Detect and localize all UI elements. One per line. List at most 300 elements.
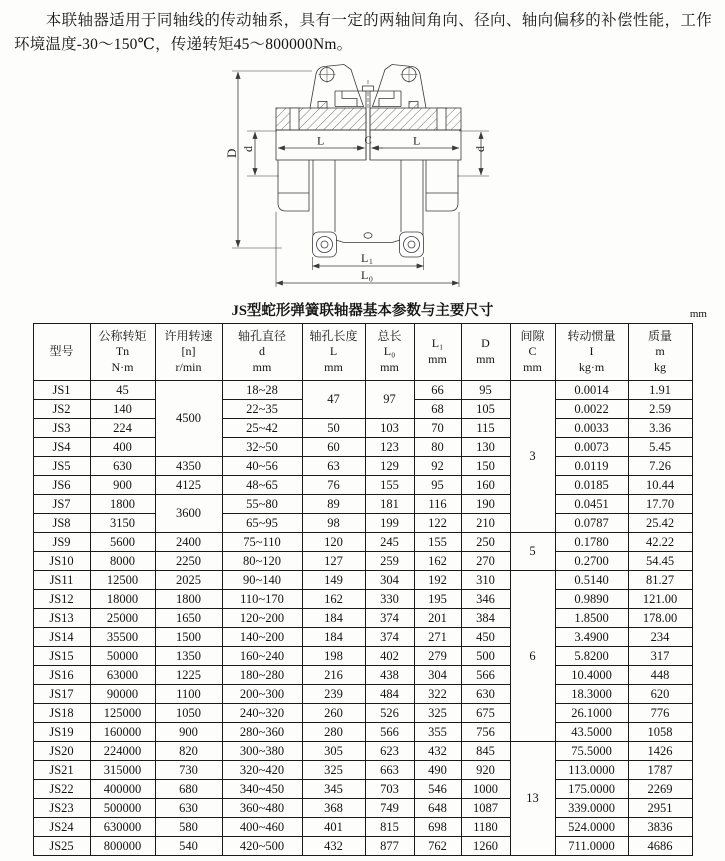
cell-speed: 4500 — [155, 380, 222, 456]
dim-label-l0-sub: 0 — [368, 274, 373, 284]
table-row-JS14 — [33, 627, 692, 646]
cell-mass: 7.26 — [628, 456, 692, 475]
cell-total: 703 — [365, 779, 414, 798]
cell-total: 129 — [365, 456, 414, 475]
cell-mass: 620 — [628, 684, 692, 703]
table-row-JS20 — [33, 741, 692, 760]
cell-inertia: 0.0451 — [555, 494, 628, 513]
cell-total: 402 — [365, 646, 414, 665]
cell-mass: 54.45 — [628, 551, 692, 570]
cell-speed: 1800 — [155, 589, 222, 608]
cell-dia: 150 — [461, 456, 510, 475]
cell-dia: 115 — [461, 418, 510, 437]
cell-model: JS20 — [33, 741, 90, 760]
cell-bore: 48~65 — [222, 475, 302, 494]
cell-dia: 270 — [461, 551, 510, 570]
cell-speed: 1050 — [155, 703, 222, 722]
table-row-JS1 — [33, 380, 692, 399]
cell-inertia: 524.0000 — [555, 817, 628, 836]
cell-dia: 450 — [461, 627, 510, 646]
cell-length: 76 — [302, 475, 365, 494]
cell-bore: 280~360 — [222, 722, 302, 741]
cell-torque: 630 — [90, 456, 155, 475]
cell-model: JS6 — [33, 475, 90, 494]
cell-bore: 200~300 — [222, 684, 302, 703]
cell-inertia: 711.0000 — [555, 836, 628, 855]
cell-inertia: 0.0033 — [555, 418, 628, 437]
cell-speed: 4125 — [155, 475, 222, 494]
cell-bore: 360~480 — [222, 798, 302, 817]
cell-speed: 540 — [155, 836, 222, 855]
cell-total: 877 — [365, 836, 414, 855]
cell-bore: 320~420 — [222, 760, 302, 779]
cell-inertia: 339.0000 — [555, 798, 628, 817]
cell-speed: 1350 — [155, 646, 222, 665]
cell-dia: 310 — [461, 570, 510, 589]
cell-bore: 18~28 — [222, 380, 302, 399]
cell-total: 566 — [365, 722, 414, 741]
cell-total: 663 — [365, 760, 414, 779]
cell-total: 97 — [365, 380, 414, 418]
cell-mass: 17.70 — [628, 494, 692, 513]
table-row-JS22 — [33, 779, 692, 798]
cell-dia: 1260 — [461, 836, 510, 855]
cell-bore: 110~170 — [222, 589, 302, 608]
cell-l1: 95 — [414, 475, 461, 494]
table-row-JS18 — [33, 703, 692, 722]
cell-bore: 140~200 — [222, 627, 302, 646]
cell-length: 120 — [302, 532, 365, 551]
cell-speed: 1100 — [155, 684, 222, 703]
cell-mass: 10.44 — [628, 475, 692, 494]
cell-model: JS25 — [33, 836, 90, 855]
cell-mass: 1.91 — [628, 380, 692, 399]
col-header-mass: 质量 m kg — [628, 323, 692, 380]
cell-dia: 160 — [461, 475, 510, 494]
cell-bore: 90~140 — [222, 570, 302, 589]
parameters-table — [33, 323, 693, 856]
table-row-JS9 — [33, 532, 692, 551]
cell-dia: 384 — [461, 608, 510, 627]
dim-label-l1-sub: 1 — [368, 256, 373, 266]
cell-inertia: 75.5000 — [555, 741, 628, 760]
dim-label-c: C — [364, 134, 372, 147]
cell-l1: 162 — [414, 551, 461, 570]
cell-mass: 448 — [628, 665, 692, 684]
cell-l1: 325 — [414, 703, 461, 722]
cell-mass: 121.00 — [628, 589, 692, 608]
cell-inertia: 0.0073 — [555, 437, 628, 456]
cell-torque: 900 — [90, 475, 155, 494]
cell-mass: 776 — [628, 703, 692, 722]
cell-l1: 490 — [414, 760, 461, 779]
cell-torque: 63000 — [90, 665, 155, 684]
cell-mass: 317 — [628, 646, 692, 665]
cell-total: 123 — [365, 437, 414, 456]
table-header-row — [33, 323, 692, 380]
cell-total: 259 — [365, 551, 414, 570]
cell-length: 432 — [302, 836, 365, 855]
cell-bore: 75~110 — [222, 532, 302, 551]
cell-bore: 65~95 — [222, 513, 302, 532]
cell-inertia: 43.5000 — [555, 722, 628, 741]
cell-model: JS15 — [33, 646, 90, 665]
cell-torque: 400 — [90, 437, 155, 456]
cell-bore: 40~56 — [222, 456, 302, 475]
cell-l1: 70 — [414, 418, 461, 437]
cell-mass: 1058 — [628, 722, 692, 741]
cell-torque: 1800 — [90, 494, 155, 513]
cell-dia: 190 — [461, 494, 510, 513]
cell-speed: 1225 — [155, 665, 222, 684]
cell-l1: 432 — [414, 741, 461, 760]
dim-label-l-left: L — [316, 133, 324, 148]
table-row-JS16 — [33, 665, 692, 684]
table-row-JS8 — [33, 513, 692, 532]
cell-length: 401 — [302, 817, 365, 836]
dim-label-l0: L — [360, 267, 368, 282]
cell-mass: 2.59 — [628, 399, 692, 418]
cell-mass: 178.00 — [628, 608, 692, 627]
cell-dia: 250 — [461, 532, 510, 551]
cell-model: JS1 — [33, 380, 90, 399]
cell-speed: 820 — [155, 741, 222, 760]
cell-model: JS21 — [33, 760, 90, 779]
cell-length: 280 — [302, 722, 365, 741]
col-header-model: 型号 — [33, 323, 90, 380]
cell-bore: 120~200 — [222, 608, 302, 627]
cell-torque: 140 — [90, 399, 155, 418]
cell-dia: 675 — [461, 703, 510, 722]
cell-dia: 1087 — [461, 798, 510, 817]
cell-model: JS18 — [33, 703, 90, 722]
cell-l1: 80 — [414, 437, 461, 456]
intro-paragraph: 本联轴器适用于同轴线的传动轴系，具有一定的两轴间角向、径向、轴向偏移的补偿性能，工作环境温度-30～150℃，传递转矩45～800000Nm。 — [14, 12, 712, 54]
cell-l1: 116 — [414, 494, 461, 513]
cell-model: JS2 — [33, 399, 90, 418]
cell-speed: 680 — [155, 779, 222, 798]
cell-inertia: 18.3000 — [555, 684, 628, 703]
cell-dia: 95 — [461, 380, 510, 399]
cell-bore: 80~120 — [222, 551, 302, 570]
cell-bore: 32~50 — [222, 437, 302, 456]
cell-length: 63 — [302, 456, 365, 475]
cell-torque: 3150 — [90, 513, 155, 532]
cell-torque: 160000 — [90, 722, 155, 741]
cell-mass: 3836 — [628, 817, 692, 836]
cell-torque: 224000 — [90, 741, 155, 760]
cell-bore: 55~80 — [222, 494, 302, 513]
cell-length: 60 — [302, 437, 365, 456]
cell-mass: 1426 — [628, 741, 692, 760]
cell-model: JS19 — [33, 722, 90, 741]
cell-gap: 6 — [510, 570, 555, 741]
cell-length: 239 — [302, 684, 365, 703]
cell-speed: 630 — [155, 798, 222, 817]
cell-length: 162 — [302, 589, 365, 608]
cell-total: 484 — [365, 684, 414, 703]
cell-inertia: 113.0000 — [555, 760, 628, 779]
cell-speed: 3600 — [155, 494, 222, 532]
cell-gap: 5 — [510, 532, 555, 570]
cell-model: JS24 — [33, 817, 90, 836]
cell-l1: 648 — [414, 798, 461, 817]
cell-dia: 845 — [461, 741, 510, 760]
cell-inertia: 0.5140 — [555, 570, 628, 589]
table-row-JS25 — [33, 836, 692, 855]
cell-mass: 234 — [628, 627, 692, 646]
cell-speed: 730 — [155, 760, 222, 779]
cell-total: 374 — [365, 627, 414, 646]
cell-inertia: 5.8200 — [555, 646, 628, 665]
cell-bore: 300~380 — [222, 741, 302, 760]
cell-total: 304 — [365, 570, 414, 589]
dim-label-l-right: L — [412, 133, 420, 148]
cell-length: 305 — [302, 741, 365, 760]
cell-length: 184 — [302, 608, 365, 627]
cell-torque: 400000 — [90, 779, 155, 798]
col-header-inertia: 转动惯量 I kg·m — [555, 323, 628, 380]
cell-l1: 66 — [414, 380, 461, 399]
cell-dia: 105 — [461, 399, 510, 418]
cell-dia: 1000 — [461, 779, 510, 798]
cell-dia: 1180 — [461, 817, 510, 836]
col-header-dia: D mm — [461, 323, 510, 380]
cell-length: 345 — [302, 779, 365, 798]
cell-mass: 3.36 — [628, 418, 692, 437]
cell-l1: 279 — [414, 646, 461, 665]
cell-speed: 4350 — [155, 456, 222, 475]
cell-total: 815 — [365, 817, 414, 836]
table-row-JS19 — [33, 722, 692, 741]
cell-total: 330 — [365, 589, 414, 608]
cell-model: JS13 — [33, 608, 90, 627]
cell-length: 184 — [302, 627, 365, 646]
cell-model: JS16 — [33, 665, 90, 684]
dim-label-d-right: d — [472, 145, 487, 152]
cell-l1: 122 — [414, 513, 461, 532]
cell-mass: 81.27 — [628, 570, 692, 589]
cell-dia: 346 — [461, 589, 510, 608]
cell-dia: 756 — [461, 722, 510, 741]
cell-length: 127 — [302, 551, 365, 570]
cell-inertia: 0.0185 — [555, 475, 628, 494]
cell-inertia: 0.2700 — [555, 551, 628, 570]
cell-model: JS5 — [33, 456, 90, 475]
cell-speed: 2250 — [155, 551, 222, 570]
cell-torque: 18000 — [90, 589, 155, 608]
cell-model: JS7 — [33, 494, 90, 513]
cell-dia: 566 — [461, 665, 510, 684]
cell-length: 368 — [302, 798, 365, 817]
cell-l1: 92 — [414, 456, 461, 475]
cell-bore: 22~35 — [222, 399, 302, 418]
coupling-diagram — [0, 60, 725, 296]
cell-model: JS22 — [33, 779, 90, 798]
cell-torque: 315000 — [90, 760, 155, 779]
cell-bore: 25~42 — [222, 418, 302, 437]
cell-speed: 580 — [155, 817, 222, 836]
table-row-JS6 — [33, 475, 692, 494]
cell-total: 245 — [365, 532, 414, 551]
dim-label-D: D — [223, 148, 239, 158]
table-row-JS10 — [33, 551, 692, 570]
dim-label-d-left: d — [240, 145, 255, 152]
cell-model: JS10 — [33, 551, 90, 570]
cell-torque: 90000 — [90, 684, 155, 703]
cell-l1: 195 — [414, 589, 461, 608]
cell-torque: 12500 — [90, 570, 155, 589]
cell-length: 216 — [302, 665, 365, 684]
cell-mass: 1787 — [628, 760, 692, 779]
cell-total: 526 — [365, 703, 414, 722]
cell-model: JS23 — [33, 798, 90, 817]
cell-torque: 50000 — [90, 646, 155, 665]
cell-torque: 35500 — [90, 627, 155, 646]
table-row-JS24 — [33, 817, 692, 836]
cell-total: 103 — [365, 418, 414, 437]
cell-torque: 800000 — [90, 836, 155, 855]
cell-bore: 160~240 — [222, 646, 302, 665]
cell-total: 438 — [365, 665, 414, 684]
table-row-JS12 — [33, 589, 692, 608]
cell-inertia: 0.1780 — [555, 532, 628, 551]
cell-dia: 920 — [461, 760, 510, 779]
cell-torque: 125000 — [90, 703, 155, 722]
cell-speed: 1650 — [155, 608, 222, 627]
page — [0, 9, 725, 861]
cell-l1: 762 — [414, 836, 461, 855]
cell-dia: 210 — [461, 513, 510, 532]
cell-mass: 2269 — [628, 779, 692, 798]
cell-l1: 698 — [414, 817, 461, 836]
cell-inertia: 3.4900 — [555, 627, 628, 646]
table-row-JS13 — [33, 608, 692, 627]
cell-length: 98 — [302, 513, 365, 532]
cell-l1: 355 — [414, 722, 461, 741]
col-header-l1: L₁ mm — [414, 323, 461, 380]
cell-model: JS4 — [33, 437, 90, 456]
cell-l1: 546 — [414, 779, 461, 798]
cell-model: JS17 — [33, 684, 90, 703]
table-row-JS15 — [33, 646, 692, 665]
cell-model: JS9 — [33, 532, 90, 551]
cell-inertia: 10.4000 — [555, 665, 628, 684]
cell-inertia: 0.0014 — [555, 380, 628, 399]
cell-total: 155 — [365, 475, 414, 494]
cell-model: JS11 — [33, 570, 90, 589]
cell-torque: 8000 — [90, 551, 155, 570]
cell-torque: 45 — [90, 380, 155, 399]
cell-inertia: 0.0787 — [555, 513, 628, 532]
col-header-bore: 轴孔直径 d mm — [222, 323, 302, 380]
cell-speed: 2025 — [155, 570, 222, 589]
cell-l1: 322 — [414, 684, 461, 703]
unit-note: mm — [689, 307, 707, 320]
cell-bore: 400~460 — [222, 817, 302, 836]
cell-speed: 900 — [155, 722, 222, 741]
cell-length: 89 — [302, 494, 365, 513]
dim-label-l1: L — [360, 250, 368, 265]
cell-length: 198 — [302, 646, 365, 665]
cell-length: 47 — [302, 380, 365, 418]
cell-total: 374 — [365, 608, 414, 627]
cell-mass: 5.45 — [628, 437, 692, 456]
col-header-gap: 间隙 C mm — [510, 323, 555, 380]
cell-torque: 630000 — [90, 817, 155, 836]
cell-mass: 2951 — [628, 798, 692, 817]
cell-l1: 155 — [414, 532, 461, 551]
cell-length: 325 — [302, 760, 365, 779]
cell-bore: 420~500 — [222, 836, 302, 855]
cell-torque: 500000 — [90, 798, 155, 817]
cell-mass: 4686 — [628, 836, 692, 855]
table-row-JS21 — [33, 760, 692, 779]
cell-model: JS8 — [33, 513, 90, 532]
table-row-JS23 — [33, 798, 692, 817]
cell-length: 50 — [302, 418, 365, 437]
cell-bore: 340~450 — [222, 779, 302, 798]
cell-gap: 3 — [510, 380, 555, 532]
table-title-row — [0, 299, 725, 320]
cell-length: 149 — [302, 570, 365, 589]
cell-dia: 130 — [461, 437, 510, 456]
cell-inertia: 175.0000 — [555, 779, 628, 798]
cell-speed: 1500 — [155, 627, 222, 646]
cell-torque: 5600 — [90, 532, 155, 551]
cell-dia: 630 — [461, 684, 510, 703]
table-row-JS3 — [33, 418, 692, 437]
cell-gap: 13 — [510, 741, 555, 855]
cell-inertia: 1.8500 — [555, 608, 628, 627]
table-body — [33, 380, 692, 855]
col-header-length: 轴孔长度 L mm — [302, 323, 365, 380]
cell-total: 749 — [365, 798, 414, 817]
table-title: JS型蛇形弹簧联轴器基本参数与主要尺寸 — [231, 302, 494, 319]
coupling-drawing-icon — [194, 60, 532, 294]
table-row-JS7 — [33, 494, 692, 513]
cell-model: JS3 — [33, 418, 90, 437]
table-row-JS4 — [33, 437, 692, 456]
col-header-torque: 公称转矩 Tn N·m — [90, 323, 155, 380]
table-row-JS11 — [33, 570, 692, 589]
col-header-total: 总长 L₀ mm — [365, 323, 414, 380]
cell-inertia: 26.1000 — [555, 703, 628, 722]
cell-model: JS12 — [33, 589, 90, 608]
table-row-JS17 — [33, 684, 692, 703]
cell-total: 181 — [365, 494, 414, 513]
cell-inertia: 0.0119 — [555, 456, 628, 475]
cell-bore: 180~280 — [222, 665, 302, 684]
cell-inertia: 0.0022 — [555, 399, 628, 418]
cell-l1: 271 — [414, 627, 461, 646]
cell-speed: 2400 — [155, 532, 222, 551]
cell-inertia: 0.9890 — [555, 589, 628, 608]
cell-mass: 25.42 — [628, 513, 692, 532]
table-row-JS5 — [33, 456, 692, 475]
cell-model: JS14 — [33, 627, 90, 646]
cell-total: 199 — [365, 513, 414, 532]
cell-total: 623 — [365, 741, 414, 760]
cell-l1: 304 — [414, 665, 461, 684]
cell-l1: 68 — [414, 399, 461, 418]
cell-bore: 240~320 — [222, 703, 302, 722]
cell-length: 260 — [302, 703, 365, 722]
cell-dia: 500 — [461, 646, 510, 665]
cell-mass: 42.22 — [628, 532, 692, 551]
cell-torque: 25000 — [90, 608, 155, 627]
col-header-speed: 许用转速 [n] r/min — [155, 323, 222, 380]
